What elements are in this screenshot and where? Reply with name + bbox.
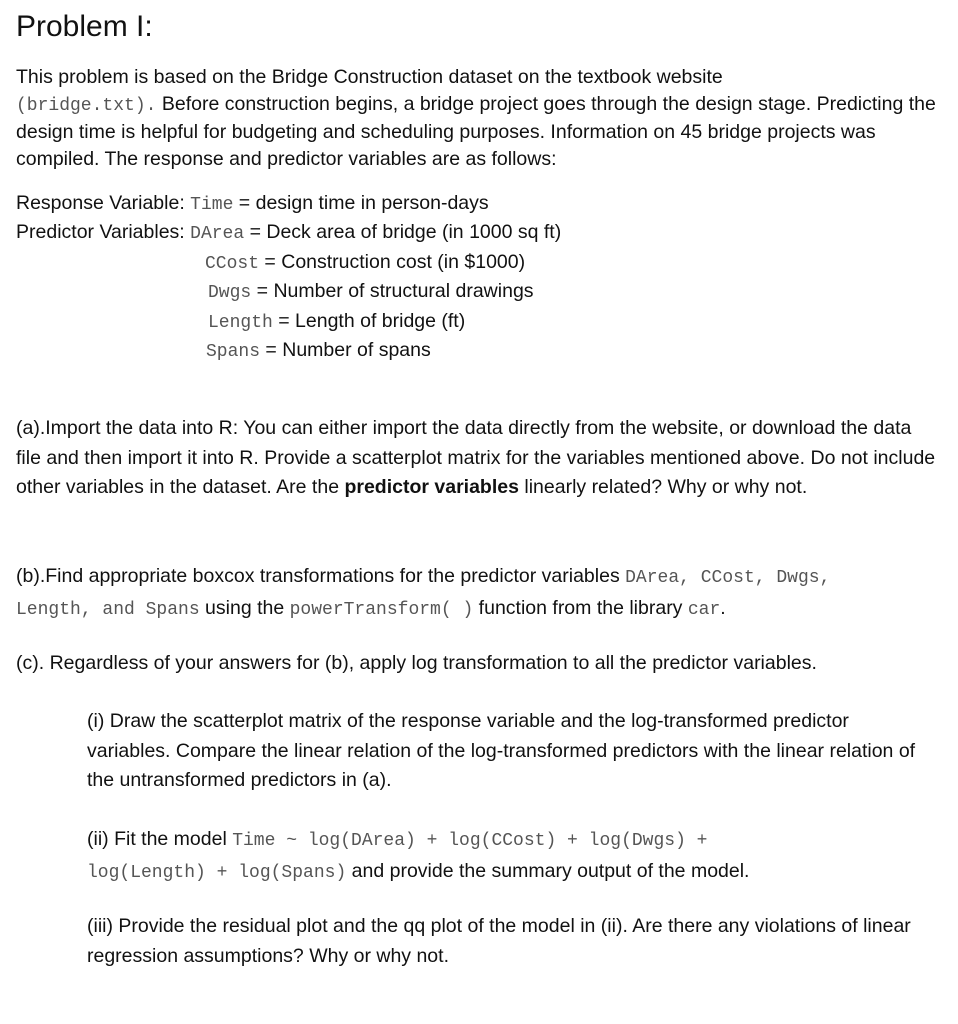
part-b-code-car: car: [687, 600, 721, 620]
part-a-bold-text: predictor variables: [344, 476, 519, 498]
var-desc-spans: = Number of spans: [260, 339, 431, 361]
predictor-variable-row-dwgs: [208, 278, 534, 306]
var-code-darea: DArea: [190, 224, 245, 244]
var-code-time: Time: [190, 195, 234, 215]
intro-text-1: This problem is based on the Bridge Construction dataset on the textbook website: [16, 66, 723, 88]
part-c-ii-text-2: and provide the summary output of the model.: [346, 859, 750, 882]
part-a-text-2: linearly related? Why or why not.: [518, 476, 808, 498]
part-b-sep-1: ,: [679, 568, 701, 588]
predictor-label: Predictor Variables:: [16, 221, 185, 243]
part-c-ii-code-1: Time ~ log(DArea) + log(CCost) + log(Dwgs) +: [232, 831, 708, 851]
part-b-code-ccost: CCost: [700, 568, 755, 588]
part-b-code-length: Length: [16, 600, 81, 620]
intro-text-2: Before construction begins, a bridge project goes through the design stage. Predicting the design time is helpful for budgeting and scheduling purposes. Information on 45 bridge projects was compiled. The response and predictor variables are as follows:: [16, 92, 936, 170]
part-c-ii-text-1: (ii) Fit the model: [87, 828, 233, 850]
part-b-text-4: .: [720, 597, 726, 619]
part-b-sep-2: ,: [754, 568, 777, 588]
part-b-code-powertransform: powerTransform( ): [289, 600, 474, 620]
part-a-paragraph: [16, 414, 936, 503]
part-b-text-1: (b).Find appropriate boxcox transformations for the predictor variables: [16, 565, 626, 587]
problem-title: Problem I:: [16, 10, 153, 43]
var-code-length: Length: [208, 313, 273, 333]
part-b-text-3: function from the library: [473, 597, 688, 619]
part-c-iii-paragraph: (iii) Provide the residual plot and the qq plot of the model in (ii). Are there any violations of linear regression assumptions? Why or why not.: [87, 915, 911, 967]
part-b-sep-3: ,: [819, 568, 831, 588]
part-b-paragraph: [16, 561, 936, 625]
part-b-code-darea: DArea: [625, 568, 680, 588]
part-c-ii-code-2: log(Length) + log(Spans): [87, 862, 347, 883]
part-c-ii-paragraph: [87, 825, 937, 888]
response-variable-row: [16, 190, 489, 218]
predictor-variable-row-length: [208, 308, 465, 336]
part-b-code-dwgs: Dwgs: [776, 568, 820, 588]
var-code-ccost: CCost: [205, 254, 260, 274]
part-b-sep-4: , and: [80, 600, 146, 620]
var-code-dwgs: Dwgs: [208, 283, 252, 303]
var-desc-length: = Length of bridge (ft): [272, 310, 466, 332]
part-b-code-spans: Spans: [145, 600, 200, 620]
predictor-variable-row-ccost: [205, 249, 525, 277]
part-c-paragraph: (c). Regardless of your answers for (b), apply log transformation to all the predictor variables.: [16, 652, 817, 674]
response-label: Response Variable:: [16, 192, 185, 214]
var-code-spans: Spans: [206, 342, 261, 362]
predictor-variable-row-darea: [16, 219, 561, 247]
intro-paragraph: [16, 64, 936, 172]
part-b-text-2: using the: [199, 597, 290, 619]
predictor-variable-row-spans: [206, 337, 431, 365]
part-a-text-1: (a).Import the data into R: You can either import the data directly from the website, or download the data file and then import it into R. Provide a scatterplot matrix for the variables mentioned above. Do not include other variables in the dataset. Are the: [16, 417, 936, 498]
part-c-i-paragraph: (i) Draw the scatterplot matrix of the response variable and the log-transformed predictor variables. Compare the linear relation of the log-transformed predictors with the linear relation of the untransformed predictors in (a).: [87, 710, 916, 791]
var-desc-ccost: = Construction cost (in $1000): [259, 251, 526, 273]
var-desc-darea: = Deck area of bridge (in 1000 sq ft): [244, 221, 562, 243]
intro-filename: (bridge.txt).: [16, 95, 157, 116]
var-desc-dwgs: = Number of structural drawings: [251, 280, 534, 302]
var-desc-time: = design time in person-days: [233, 192, 489, 214]
